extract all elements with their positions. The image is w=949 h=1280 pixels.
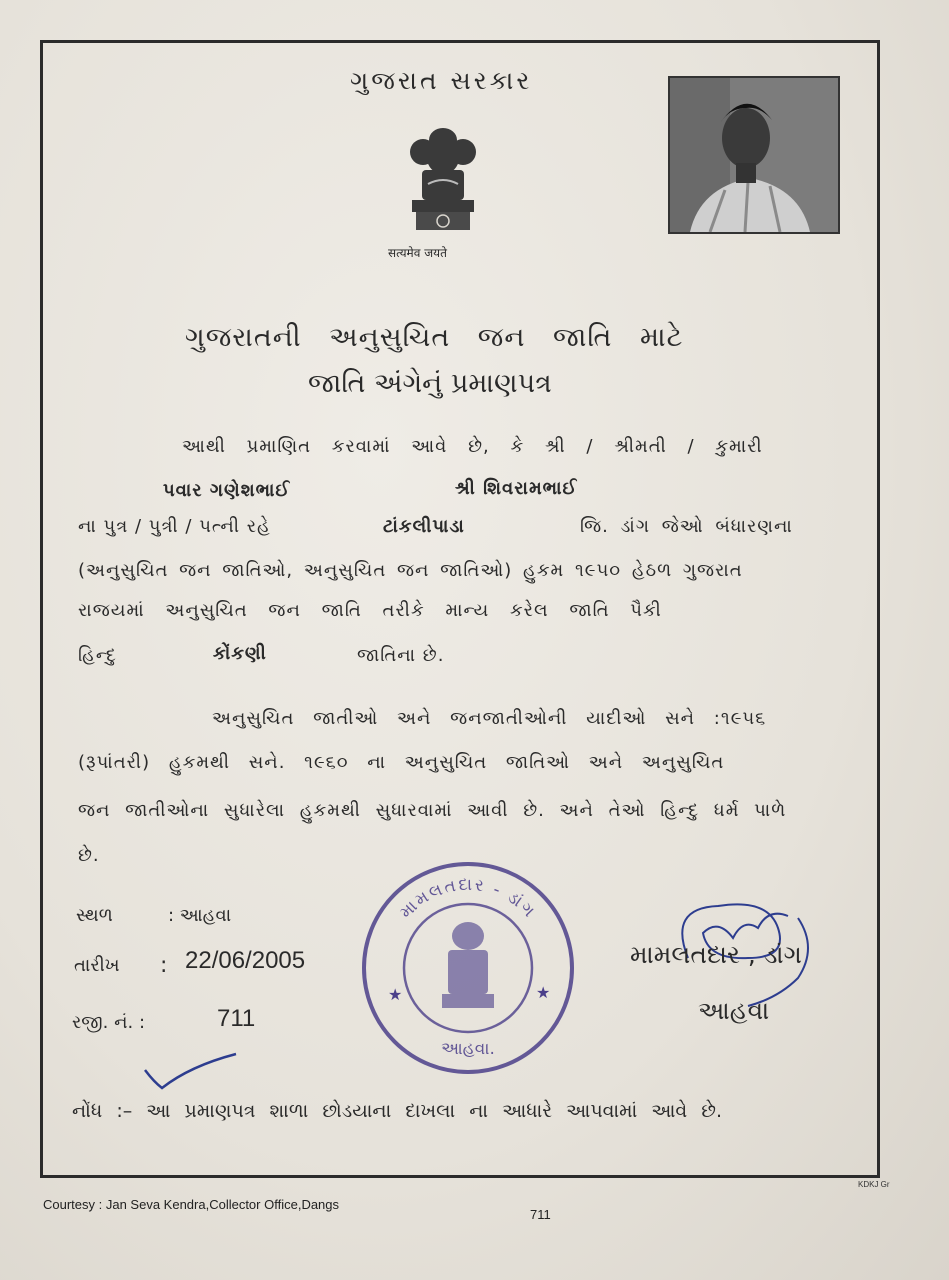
- body-line-3a: ના પુત્ર / પુત્રી / પત્ની રહે: [78, 516, 271, 537]
- para2-line-1: અનુસુચિત જાતીઓ અને જનજાતીઓની યાદીઓ સને :૧૯૫૬: [212, 708, 767, 729]
- para2-line-4: છે.: [78, 845, 100, 866]
- signatory-place: આહવા: [698, 996, 770, 1025]
- footer-courtesy: Courtesy : Jan Seva Kendra,Collector Office,Dangs: [43, 1197, 340, 1212]
- footer-number: 711: [530, 1207, 551, 1222]
- para2-line-2: (રૂપાંતરી) હુકમથી સને. ૧૯૬૦ ના અનુસુચિત જાતિઓ અને અનુસુચિત: [78, 752, 725, 773]
- body-line-1: આથી પ્રમાણિત કરવામાં આવે છે, કે શ્રી / શ્રીમતી / કુમારી: [182, 436, 763, 457]
- village-name: ટાંકલીપાડા: [383, 516, 465, 537]
- caste-name: કોંકણી: [213, 643, 267, 664]
- stamp-star-left-icon: ★: [388, 985, 403, 1004]
- certificate-title-line2: જાતિ અંગેનું પ્રમાણપત્ર: [308, 368, 552, 399]
- person-photo-icon: [670, 78, 838, 232]
- place-label: સ્થળ: [76, 905, 113, 926]
- body-line-5: રાજયમાં અનુસુચિત જન જાતિ તરીકે માન્ય કરેલ જાતિ પૈકી: [78, 600, 662, 621]
- signatory-title: મામલતદાર , ડાંગ: [630, 940, 802, 969]
- stamp-top-text: મામલતદાર - ડાંગ: [396, 874, 540, 923]
- corner-mark: KDKJ Gr: [858, 1180, 890, 1189]
- emblem-motto: सत्यमेव जयते: [388, 246, 447, 260]
- holder-name: પવાર ગણેશભાઈ: [163, 480, 291, 501]
- religion: હિન્દુ: [78, 645, 117, 666]
- date-value: 22/06/2005: [185, 947, 306, 974]
- date-label: તારીખ: [74, 955, 120, 976]
- official-seal-stamp: [360, 858, 576, 1078]
- para2-line-3: જન જાતીઓના સુધારેલા હુકમથી સુધારવામાં આવી છે. અને તેઓ હિન્દુ ધર્મ પાળે: [78, 800, 787, 821]
- stamp-star-right-icon: ★: [536, 983, 551, 1002]
- holder-photo: [668, 76, 840, 234]
- place-value: : આહવા: [168, 905, 232, 926]
- svg-text:મામલતદાર - ડાંગ: [396, 875, 540, 923]
- body-line-3b: જિ. ડાંગ જેઓ બંધારણના: [580, 516, 793, 537]
- body-line-6b: જાતિના છે.: [357, 645, 445, 666]
- registration-label: રજી. નં. :: [72, 1012, 146, 1033]
- registration-number: 711: [217, 1005, 256, 1032]
- government-title: ગુજરાત સરકાર: [350, 66, 533, 95]
- checkmark-icon: [140, 1050, 240, 1095]
- national-emblem-icon: [398, 118, 488, 238]
- certificate-title-line1: ગુજરાતની અનુસુચિત જન જાતિ માટે: [185, 322, 684, 353]
- body-line-4: (અનુસુચિત જન જાતિઓ, અનુસુચિત જન જાતિઓ) હુકમ ૧૯૫૦ હેઠળ ગુજરાત: [78, 560, 743, 581]
- father-name: શ્રી શિવરામભાઈ: [455, 478, 578, 499]
- date-colon: :: [160, 953, 168, 978]
- note: નોંધ :– આ પ્રમાણપત્ર શાળા છોડયાના દાખલા ના આધારે આપવામાં આવે છે.: [72, 1100, 723, 1122]
- stamp-bottom-text: આહવા.: [441, 1039, 495, 1059]
